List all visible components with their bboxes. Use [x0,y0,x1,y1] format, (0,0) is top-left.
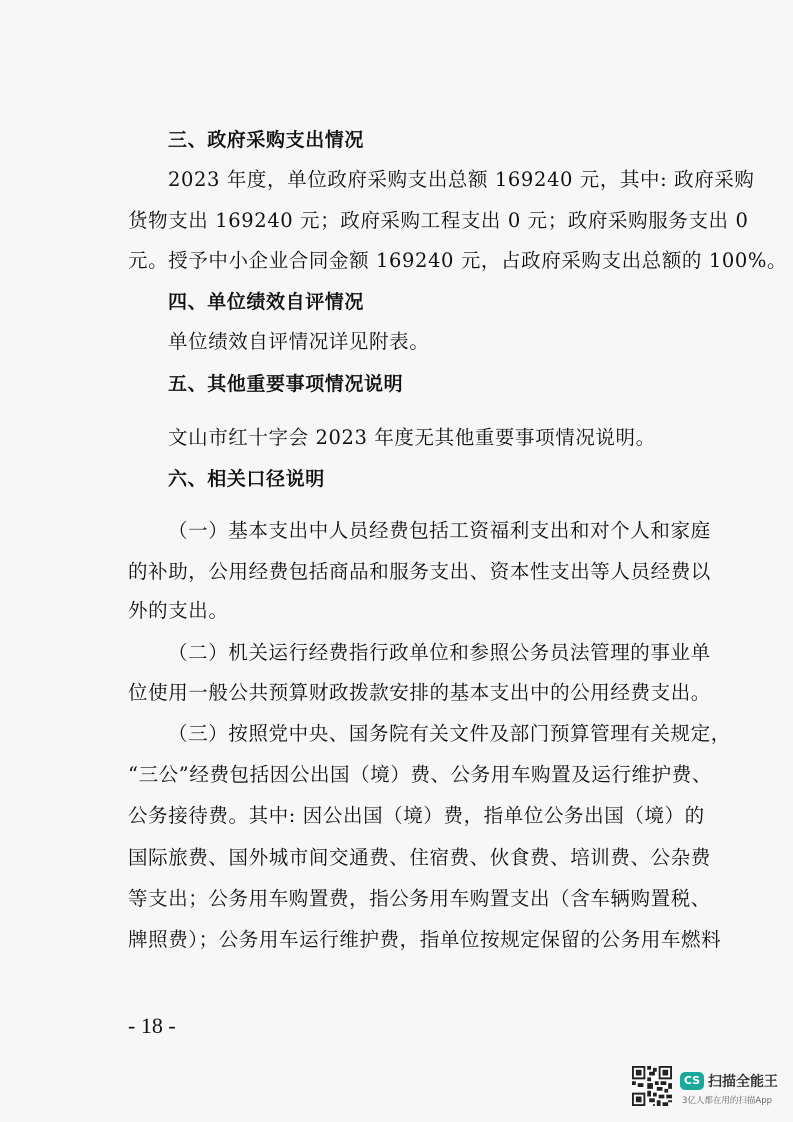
section-heading-procurement: 三、政府采购支出情况 [168,129,365,151]
paragraph-line: 货物支出 169240 元；政府采购工程支出 0 元；政府采购服务支出 0 [128,209,749,232]
paragraph-line: 牌照费）；公务用车运行维护费，指单位按规定保留的公务用车燃料 [128,928,722,951]
paragraph-line: 等支出；公务用车购置费，指公务用车购置支出（含车辆购置税、 [128,887,711,910]
paragraph-line: 公务接待费。其中: 因公出国（境）费，指单位公务出国（境）的 [128,804,705,827]
paragraph-line: （三）按照党中央、国务院有关文件及部门预算管理有关规定， [168,722,731,745]
paragraph-line: 2023 年度，单位政府采购支出总额 169240 元，其中: 政府采购 [168,168,755,191]
paragraph-line: 元。授予中小企业合同金额 169240 元，占政府采购支出总额的 100%。 [128,249,788,272]
paragraph-line: “三公”经费包括因公出国（境）费、公务用车购置及运行维护费、 [128,763,712,786]
section-heading-definitions: 六、相关口径说明 [168,468,325,490]
paragraph-line: 位使用一般公共预算财政拨款安排的基本支出中的公用经费支出。 [128,681,711,704]
watermark-tagline: 3亿人都在用的扫描App [682,1096,773,1106]
page-number: - 18 - [128,1013,176,1038]
scanner-watermark [632,1064,782,1112]
paragraph-line: 单位绩效自评情况详见附表。 [168,330,430,353]
section-heading-performance: 四、单位绩效自评情况 [168,291,365,313]
qr-code-icon [632,1066,672,1106]
paragraph-line: 国际旅费、国外城市间交通费、住宿费、伙食费、培训费、公杂费 [128,846,711,869]
section-heading-other-matters: 五、其他重要事项情况说明 [168,373,404,395]
paragraph-line: （一）基本支出中人员经费包括工资福利支出和对个人和家庭 [168,519,711,542]
camscanner-logo-icon: CS [680,1072,704,1090]
paragraph-line: 文山市红十字会 2023 年度无其他重要事项情况说明。 [168,426,656,449]
paragraph-line: 外的支出。 [128,599,229,622]
watermark-app-name: 扫描全能王 [708,1074,778,1090]
paragraph-line: 的补助，公用经费包括商品和服务支出、资本性支出等人员经费以 [128,560,711,583]
paragraph-line: （二）机关运行经费指行政单位和参照公务员法管理的事业单 [168,641,711,664]
